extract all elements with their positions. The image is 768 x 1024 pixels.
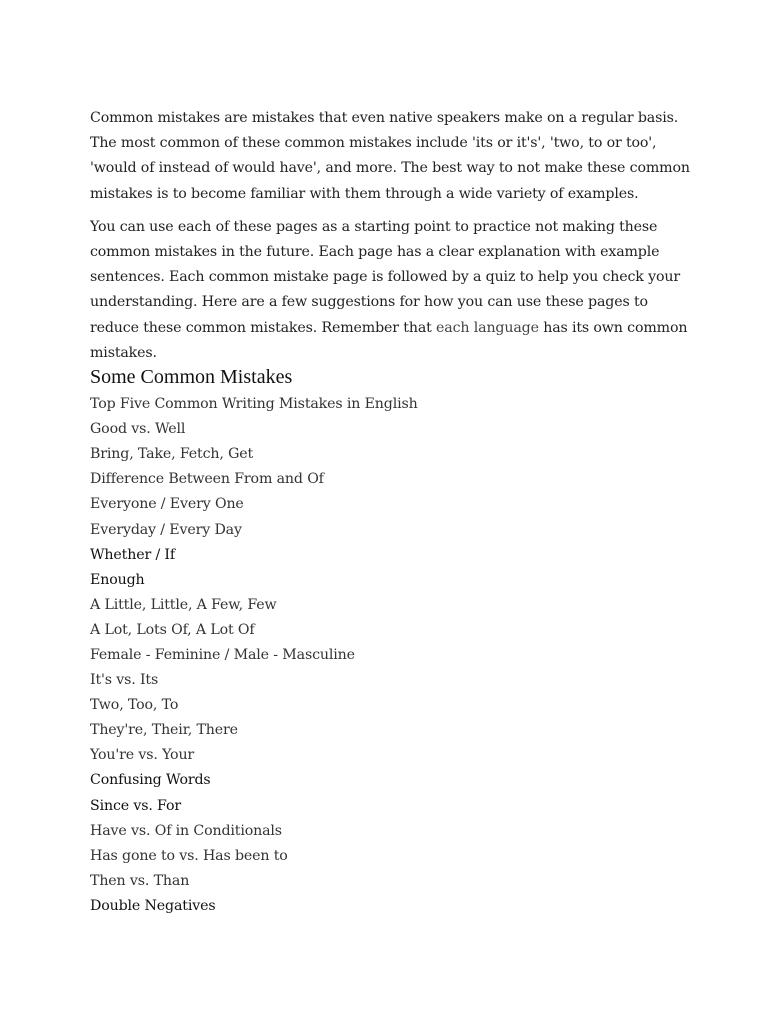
each-language-link[interactable]: each language: [436, 319, 539, 336]
mistake-list-item[interactable]: A Little, Little, A Few, Few: [90, 596, 277, 613]
mistake-list-item[interactable]: They're, Their, There: [90, 722, 238, 739]
mistake-list-item: Enough: [90, 571, 145, 588]
mistake-list-item[interactable]: Female - Feminine / Male - Masculine: [90, 646, 355, 663]
mistake-list-item[interactable]: Bring, Take, Fetch, Get: [90, 446, 254, 463]
mistake-list-item[interactable]: Top Five Common Writing Mistakes in English: [90, 396, 418, 413]
intro-paragraph-2-text-before: You can use each of these pages as a starting point to practice not making these common mistakes in the future. Each page has a clear explanation with example sentences. Each common mistake page is followed by a quiz to help you check your understanding. Here are a few suggestions for how you can use these pages to reduce these common mistakes. Remember that: [90, 218, 680, 336]
common-mistakes-list: [90, 392, 690, 919]
mistake-list-item[interactable]: Everyone / Every One: [90, 496, 244, 513]
mistake-list-item[interactable]: Have vs. Of in Conditionals: [90, 822, 282, 839]
mistake-list-item[interactable]: Good vs. Well: [90, 421, 186, 438]
mistake-list-item[interactable]: A Lot, Lots Of, A Lot Of: [90, 621, 255, 638]
mistake-list-item[interactable]: Has gone to vs. Has been to: [90, 847, 288, 864]
mistake-list-item[interactable]: Two, Too, To: [90, 697, 179, 714]
mistake-list-item[interactable]: It's vs. Its: [90, 672, 159, 689]
mistake-list-item[interactable]: Then vs. Than: [90, 872, 190, 889]
intro-paragraph-2: [90, 215, 690, 366]
mistake-list-item: Whether / If: [90, 546, 175, 563]
mistake-list-item[interactable]: Difference Between From and Of: [90, 471, 324, 488]
mistake-list-item: Double Negatives: [90, 897, 216, 914]
mistake-list-item: Confusing Words: [90, 772, 211, 789]
article-content: [90, 106, 690, 919]
section-heading: Some Common Mistakes: [90, 366, 293, 389]
intro-paragraph-2-text-after: has its own common mistakes.: [90, 319, 688, 361]
intro-paragraph-1: Common mistakes are mistakes that even native speakers make on a regular basis. The most common of these common mistakes include 'its or it's', 'two, to or too', 'would of instead of would have', and more. The best way to not make these common mistakes is to become familiar with them through a wide variety of examples.: [90, 110, 690, 202]
mistake-list-item[interactable]: Everyday / Every Day: [90, 521, 242, 538]
mistake-list-item: Since vs. For: [90, 797, 182, 814]
mistake-list-item[interactable]: You're vs. Your: [90, 747, 195, 764]
